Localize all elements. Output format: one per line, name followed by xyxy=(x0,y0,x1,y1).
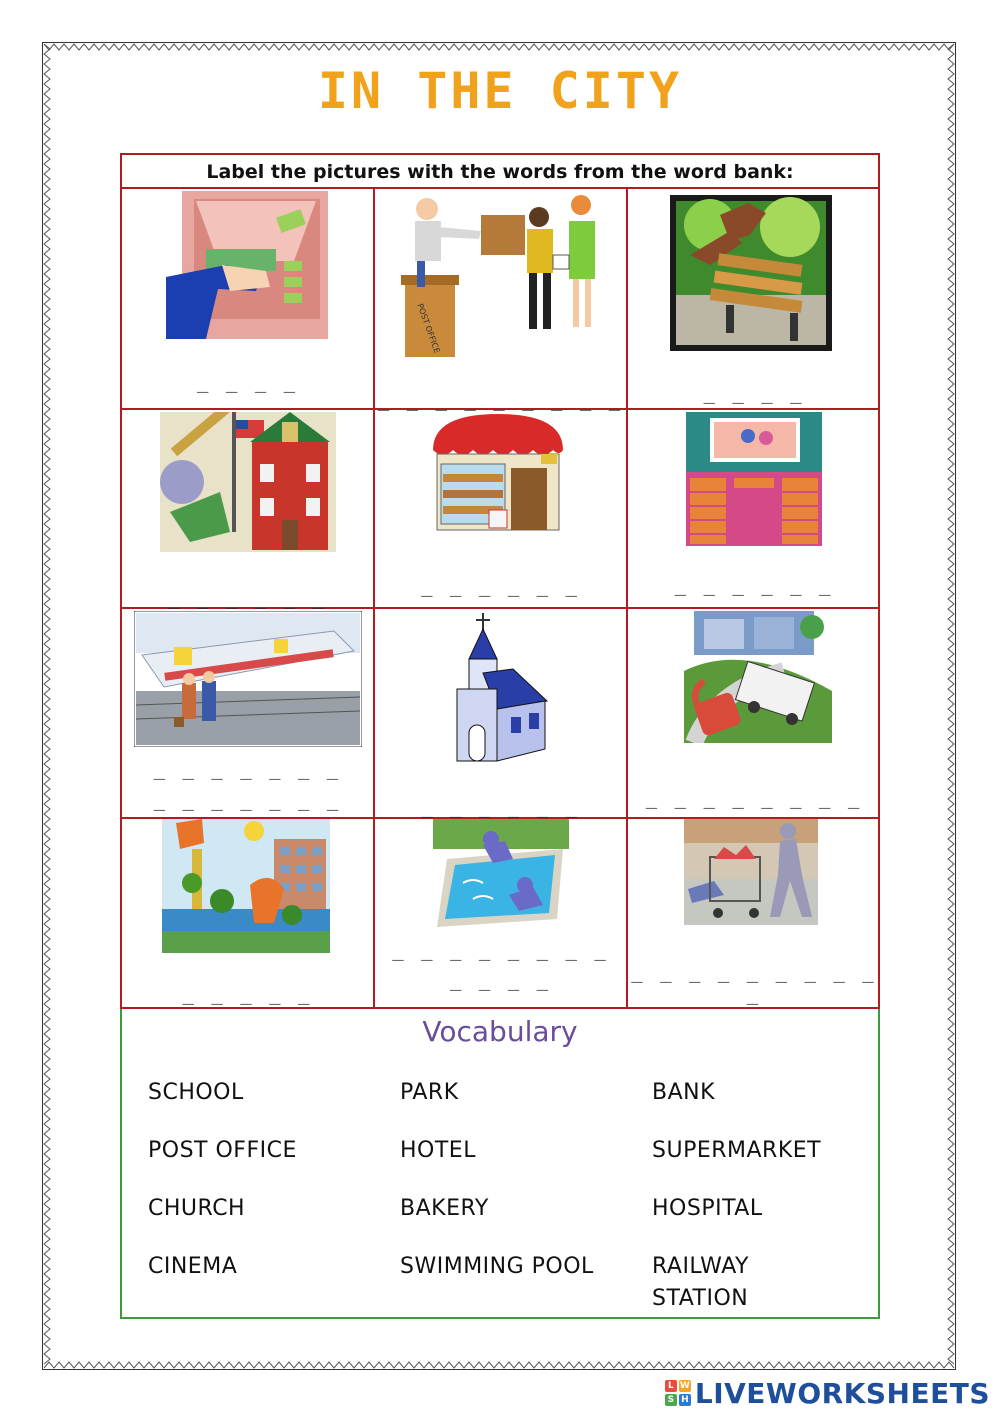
picture-cell xyxy=(628,189,880,408)
vocab-word: CINEMA xyxy=(148,1254,238,1279)
vocabulary-box xyxy=(120,1009,880,1319)
vocab-word: SWIMMING POOL xyxy=(400,1254,594,1279)
bank-atm-picture xyxy=(166,191,328,339)
picture-cell xyxy=(375,609,626,817)
vocab-word: SUPERMARKET xyxy=(652,1138,822,1163)
answer-blank[interactable]: _ _ _ _ _ _ xyxy=(168,587,327,609)
railway-station-picture xyxy=(134,611,362,747)
answer-blank[interactable]: _ _ _ _ _ _ xyxy=(674,574,834,596)
answer-blank[interactable]: _ _ _ _ _ _ xyxy=(421,796,580,818)
vocab-word: BANK xyxy=(652,1080,716,1105)
answer-blank[interactable]: _ _ _ _ _ _ _ _ _ xyxy=(377,389,624,411)
hospital-ambulance-picture xyxy=(684,611,832,743)
liveworksheets-logo-icon: L W S H xyxy=(665,1380,691,1406)
answer-blank[interactable]: _ _ _ _ xyxy=(703,382,805,404)
picture-cell xyxy=(628,609,880,817)
park-bench-picture xyxy=(670,195,832,351)
vocab-word: HOSPITAL xyxy=(652,1196,763,1221)
vocab-word: HOTEL xyxy=(400,1138,476,1163)
answer-blank[interactable]: _ _ _ _ _ _ xyxy=(421,575,580,597)
picture-cell xyxy=(628,410,880,607)
cinema-picture xyxy=(686,412,822,546)
vocab-word: PARK xyxy=(400,1080,459,1105)
school-picture xyxy=(160,412,336,552)
worksheet-grid xyxy=(120,153,880,1009)
answer-blank[interactable]: _ _ _ _ _ _ _ _ xyxy=(392,939,609,961)
answer-blank[interactable]: _ _ _ _ xyxy=(449,969,552,991)
vocab-word: POST OFFICE xyxy=(148,1138,297,1163)
picture-cell xyxy=(122,189,373,408)
vocab-word: BAKERY xyxy=(400,1196,489,1221)
vocab-word: CHURCH xyxy=(148,1196,246,1221)
picture-cell xyxy=(375,410,626,607)
vocabulary-title: Vocabulary xyxy=(422,1015,578,1048)
answer-blank[interactable]: _ _ _ _ _ xyxy=(182,983,313,1005)
hotel-picture xyxy=(162,819,330,953)
church-picture xyxy=(453,613,549,763)
instructions: Label the pictures with the words from the word bank: xyxy=(122,155,878,189)
picture-cell xyxy=(122,819,373,1009)
post-office-picture xyxy=(393,191,609,359)
vocab-word: RAILWAY STATION xyxy=(652,1254,749,1311)
answer-blank[interactable]: _ _ _ _ _ _ _ _ xyxy=(645,787,863,809)
answer-blank[interactable]: _ _ _ _ _ _ _ xyxy=(153,789,342,811)
swimming-pool-picture xyxy=(433,819,569,929)
picture-cell xyxy=(122,410,373,607)
vocab-word: SCHOOL xyxy=(148,1080,244,1105)
supermarket-cart-picture xyxy=(684,819,818,925)
answer-blank[interactable]: _ _ _ _ _ _ _ xyxy=(153,758,342,780)
answer-blank[interactable]: _ _ _ _ _ _ _ _ _ _ xyxy=(631,961,877,1005)
picture-cell xyxy=(375,819,626,1009)
picture-cell xyxy=(122,609,373,817)
page-title: IN THE CITY xyxy=(317,62,683,120)
liveworksheets-brand[interactable] xyxy=(665,1376,990,1410)
answer-blank[interactable]: _ _ _ _ xyxy=(196,371,299,393)
brand-text: LIVEWORKSHEETS xyxy=(694,1376,990,1410)
picture-cell xyxy=(628,819,880,1009)
svg-text:POST OFFICE: POST OFFICE xyxy=(415,302,442,355)
bakery-picture xyxy=(429,414,567,532)
picture-cell xyxy=(375,189,626,411)
